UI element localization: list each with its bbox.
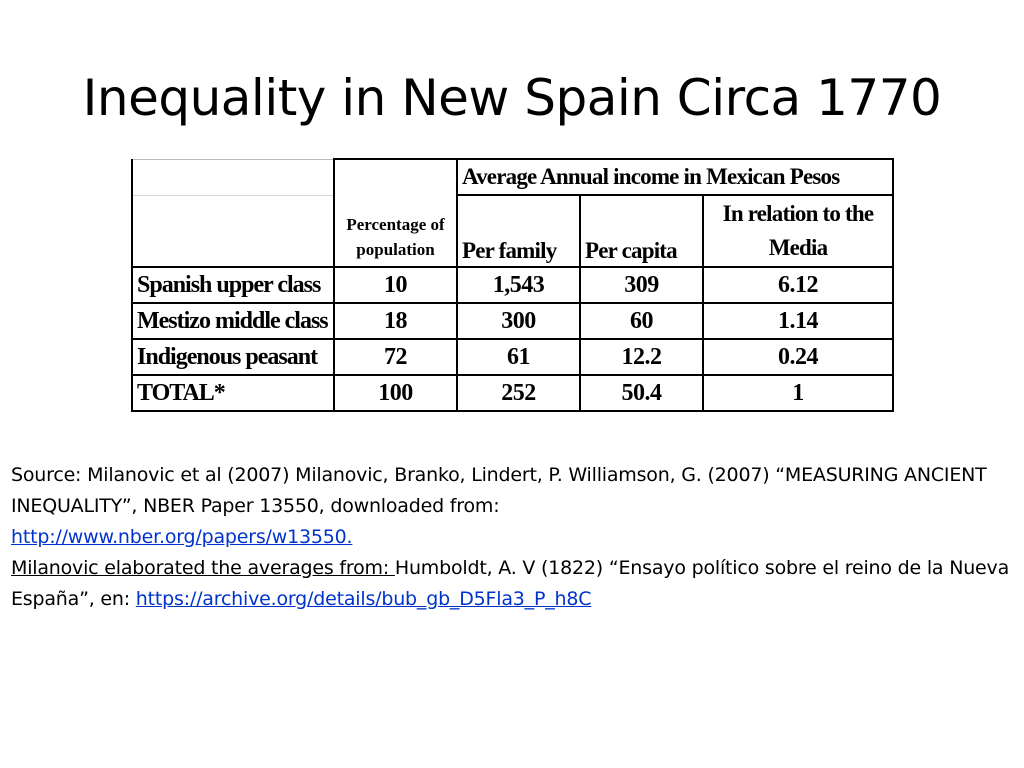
- cell-percentage: 18: [334, 303, 457, 339]
- cell-per-capita: 60: [580, 303, 703, 339]
- cell-per-family: 61: [457, 339, 580, 375]
- cell-percentage: 10: [334, 267, 457, 303]
- row-label: Mestizo middle class: [132, 303, 334, 339]
- header-per-capita: Per capita: [580, 195, 703, 267]
- cell-per-family: 1,543: [457, 267, 580, 303]
- cell-percentage: 72: [334, 339, 457, 375]
- cell-relation: 0.24: [703, 339, 893, 375]
- cell-per-capita: 50.4: [580, 375, 703, 411]
- source-text: Source: Milanovic et al (2007) Milanovic, Branko, Lindert, P. Williamson, G. (2007) “MEASURING ANCIENT INEQUALITY”, NBER Paper 13550, downloaded from:: [11, 464, 987, 517]
- cell-relation: 6.12: [703, 267, 893, 303]
- cell-per-capita: 12.2: [580, 339, 703, 375]
- header-relation-to-media: In relation to the Media: [703, 195, 893, 267]
- table-row: [132, 339, 893, 375]
- cell-per-family: 252: [457, 375, 580, 411]
- table-row: [132, 375, 893, 411]
- source-citation: [11, 460, 1016, 615]
- archive-link[interactable]: https://archive.org/details/bub_gb_D5Fla3_P_h8C: [135, 588, 592, 610]
- humboldt-citation: Humboldt, A. V (1822) “Ensayo político sobre el reino de la Nueva España”, en:: [11, 557, 1010, 610]
- table-row: [132, 303, 893, 339]
- table-row: [132, 267, 893, 303]
- table-corner-cell: [132, 159, 334, 195]
- cell-relation: 1: [703, 375, 893, 411]
- header-percentage-of-population: Percentage of population: [334, 159, 457, 267]
- row-label: TOTAL*: [132, 375, 334, 411]
- table-corner-cell: [132, 195, 334, 267]
- cell-per-family: 300: [457, 303, 580, 339]
- row-label: Indigenous peasant: [132, 339, 334, 375]
- header-per-family: Per family: [457, 195, 580, 267]
- averages-source-prefix: Milanovic elaborated the averages from:: [11, 557, 395, 579]
- slide-title: Inequality in New Spain Circa 1770: [82, 69, 942, 127]
- inequality-table: [131, 158, 894, 412]
- cell-per-capita: 309: [580, 267, 703, 303]
- cell-percentage: 100: [334, 375, 457, 411]
- row-label: Spanish upper class: [132, 267, 334, 303]
- header-average-annual-income: Average Annual income in Mexican Pesos: [457, 159, 893, 195]
- cell-relation: 1.14: [703, 303, 893, 339]
- nber-link[interactable]: http://www.nber.org/papers/w13550.: [11, 526, 353, 548]
